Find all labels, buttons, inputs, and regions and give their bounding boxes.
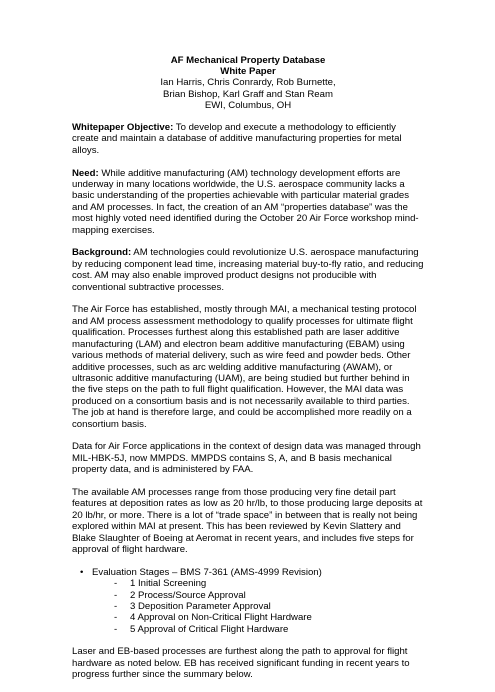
need-text: While additive manufacturing (AM) technology development efforts are underway in many locations worldwide, the U.S. aerospace community lacks a basic understanding of the properties achievable with particular material grades and AM processes. In fact, the creation of an AM “properties database” was the most highly voted need identified during the October 20 Air Force workshop mind-mapping exercises.	[72, 167, 419, 236]
dash-icon: -	[114, 623, 118, 635]
document-page	[72, 55, 424, 692]
dash-icon: -	[114, 578, 118, 590]
stage-item	[114, 612, 424, 623]
stage-sublist	[92, 578, 424, 635]
evaluation-stages-list	[72, 567, 424, 635]
stage-item	[114, 601, 424, 612]
bullet-icon: •	[80, 566, 84, 578]
stage-item	[114, 590, 424, 601]
objective-label: Whitepaper Objective:	[72, 122, 174, 134]
body-paragraph: Data for Air Force applications in the context of design data was managed through MIL-HBK-5J, now MMPDS. MMPDS contains S, A, and B basis mechanical property data, and is administered by FAA.	[72, 441, 421, 476]
evaluation-stages-item	[72, 567, 424, 635]
background-label: Background:	[72, 247, 132, 259]
need-paragraph	[72, 168, 424, 236]
body-paragraph: The available AM processes range from those producing very fine detail part features at deposition rates as low as 20 hr/lb, to those producing large deposits at 20 lb/hr, or more. There is a lot of “trade space” in between that is really not being explored within MAI at present. This has been reviewed by Kevin Slattery and Blake Slaughter of Boeing at Aeromat in recent years, and includes five steps for approval of flight hardware.	[72, 486, 423, 555]
stage-label: 3 Deposition Parameter Approval	[130, 600, 271, 612]
dash-icon: -	[114, 612, 118, 624]
stage-item	[114, 578, 424, 589]
authors-line-1: Ian Harris, Chris Conrardy, Rob Burnette,	[160, 77, 336, 89]
affiliation: EWI, Columbus, OH	[204, 99, 292, 111]
stage-label: 2 Process/Source Approval	[130, 589, 246, 601]
stage-item	[114, 624, 424, 635]
need-label: Need:	[72, 167, 99, 179]
document-header	[72, 55, 424, 111]
dash-icon: -	[114, 600, 118, 612]
objective-text: To develop and execute a methodology to efficiently create and maintain a database of additive manufacturing properties for metal alloys.	[72, 122, 402, 156]
evaluation-stages-heading: Evaluation Stages – BMS 7-361 (AMS-4999 Revision)	[92, 566, 322, 578]
stage-label: 1 Initial Screening	[130, 578, 207, 590]
background-text: AM technologies could revolutionize U.S. aerospace manufacturing by reducing component lead time, increasing material buy-to-fly ratio, and reducing cost. AM may also enable improved product designs not producible with conventional subtractive processes.	[72, 247, 424, 293]
closing-paragraph: Laser and EB-based processes are furthest along the path to approval for flight hardware as noted below. EB has received significant funding in recent years to progress further since the summary below.	[72, 646, 410, 681]
stage-label: 5 Approval of Critical Flight Hardware	[130, 623, 289, 635]
dash-icon: -	[114, 589, 118, 601]
background-paragraph	[72, 247, 424, 293]
document-subtitle: White Paper	[220, 66, 276, 78]
document-title: AF Mechanical Property Database	[170, 55, 326, 66]
authors-line-2: Brian Bishop, Karl Graff and Stan Ream	[163, 88, 333, 100]
objective-paragraph	[72, 122, 424, 156]
body-paragraph: The Air Force has established, mostly through MAI, a mechanical testing protocol and AM process assessment methodology to qualify processes for ultimate flight qualification. Processes furthest along this established path are laser additive manufacturing (LAM) and electron beam additive manufacturing (EBAM) using various methods of material delivery, such as wire feed and powder beds. Other additive processes, such as arc welding additive manufacturing (AWAM), or ultrasonic additive manufacturing (UAM), are being studied but further behind in the five steps on the path to full flight qualification. However, the MAI data was produced on a consortium basis and is not necessarily available to third parties. The job at hand is therefore large, and could be accomplished more readily on a consortium basis.	[72, 304, 417, 430]
stage-label: 4 Approval on Non-Critical Flight Hardware	[130, 612, 312, 624]
